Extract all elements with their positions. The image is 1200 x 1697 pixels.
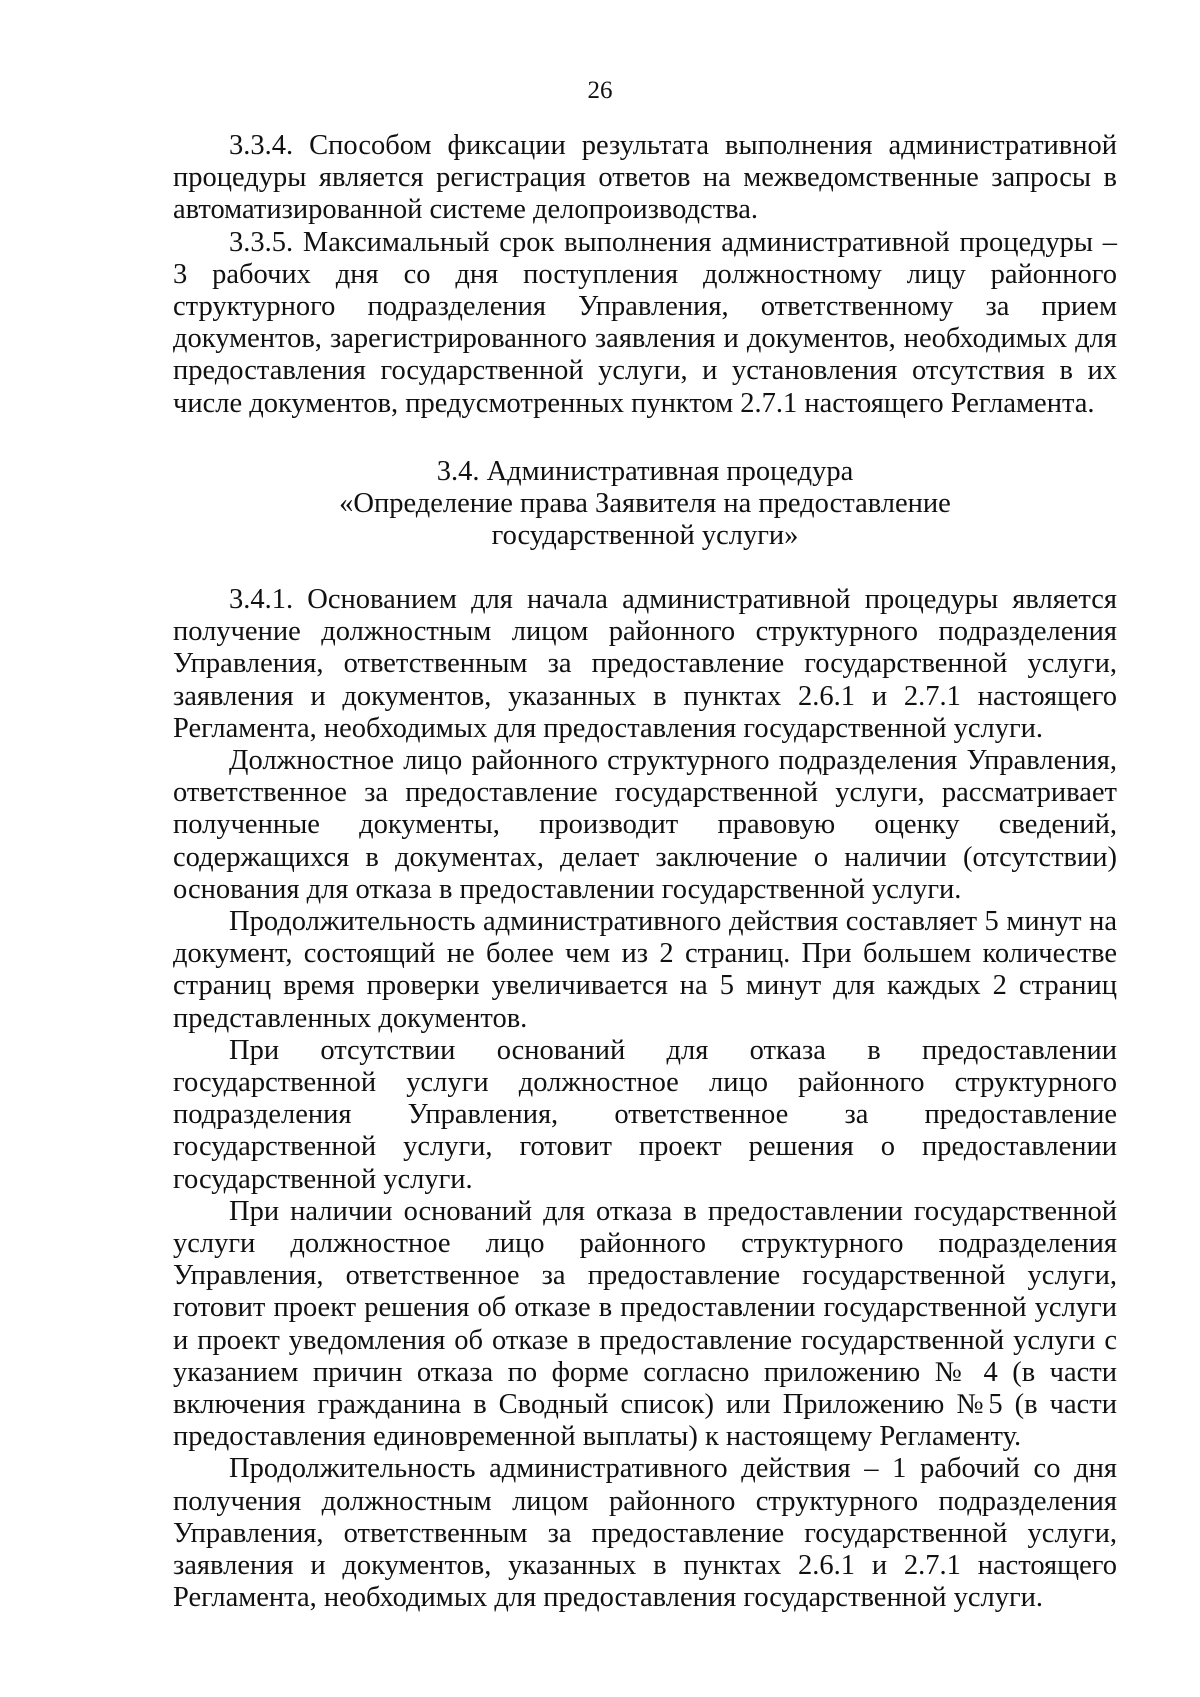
heading-line-1: 3.4. Административная процедура (436, 456, 854, 487)
paragraph-3-3-5: 3.3.5. Максимальный срок выполнения административной процедуры – 3 рабочих дня со дня поступления должностному лицу районного структурного подразделения Управления, ответственному за прием документов, зарегистрированного заявления и документов, необходимых для предоставления государственной услуги, и установления отсутствия в их числе документов, предусмотренных пунктом 2.7.1 настоящего Регламента. (173, 226, 1117, 419)
paragraph-no-grounds: При отсутствии оснований для отказа в предоставлении государственной услуги должностное лицо районного структурного подразделения Управления, ответственное за предоставление государственной услуги, готовит проект решения о предоставлении государственной услуги. (173, 1034, 1117, 1195)
section-3-3-block (173, 130, 1117, 420)
paragraph-3-3-4: 3.3.4. Способом фиксации результата выполнения административной процедуры является регистрация ответов на межведомственные запросы в автоматизированной системе делопроизводства. (173, 130, 1117, 226)
heading-line-3: государственной услуги» (491, 520, 799, 552)
section-3-4-block (173, 584, 1117, 1615)
heading-line-2: «Определение права Заявителя на предоставление (339, 488, 951, 520)
paragraph-grounds-refusal: При наличии оснований для отказа в предоставлении государственной услуги должностное лицо районного структурного подразделения Управления, ответственное за предоставление государственной услуги, готовит проект решения об отказе в предоставлении государственной услуги и проект уведомления об отказе в предоставление государственной услуги с указанием причин отказа по форме согласно приложению № 4 (в части включения гражданина в Сводный список) или Приложению №5 (в части предоставления единовременной выплаты) к настоящему Регламенту. (173, 1195, 1117, 1453)
section-heading-3-4 (173, 456, 1117, 553)
paragraph-duration-review: Продолжительность административного действия составляет 5 минут на документ, состоящий не более чем из 2 страниц. При большем количестве страниц время проверки увеличивается на 5 минут для каждых 2 страниц представленных документов. (173, 906, 1117, 1034)
paragraph-official-review: Должностное лицо районного структурного подразделения Управления, ответственное за предоставление государственной услуги, рассматривает полученные документы, производит правовую оценку сведений, содержащихся в документах, делает заключение о наличии (отсутствии) основания для отказа в предоставлении государственной услуги. (173, 745, 1117, 905)
paragraph-3-4-1: 3.4.1. Основанием для начала административной процедуры является получение должностным лицом районного структурного подразделения Управления, ответственным за предоставление государственной услуги, заявления и документов, указанных в пунктах 2.6.1 и 2.7.1 настоящего Регламента, необходимых для предоставления государственной услуги. (173, 584, 1117, 744)
page-number: 26 (587, 77, 613, 104)
paragraph-duration-action: Продолжительность административного действия – 1 рабочий со дня получения должностным лицом районного структурного подразделения Управления, ответственным за предоставление государственной услуги, заявления и документов, указанных в пунктах 2.6.1 и 2.7.1 настоящего Регламента, необходимых для предоставления государственной услуги. (173, 1453, 1117, 1614)
